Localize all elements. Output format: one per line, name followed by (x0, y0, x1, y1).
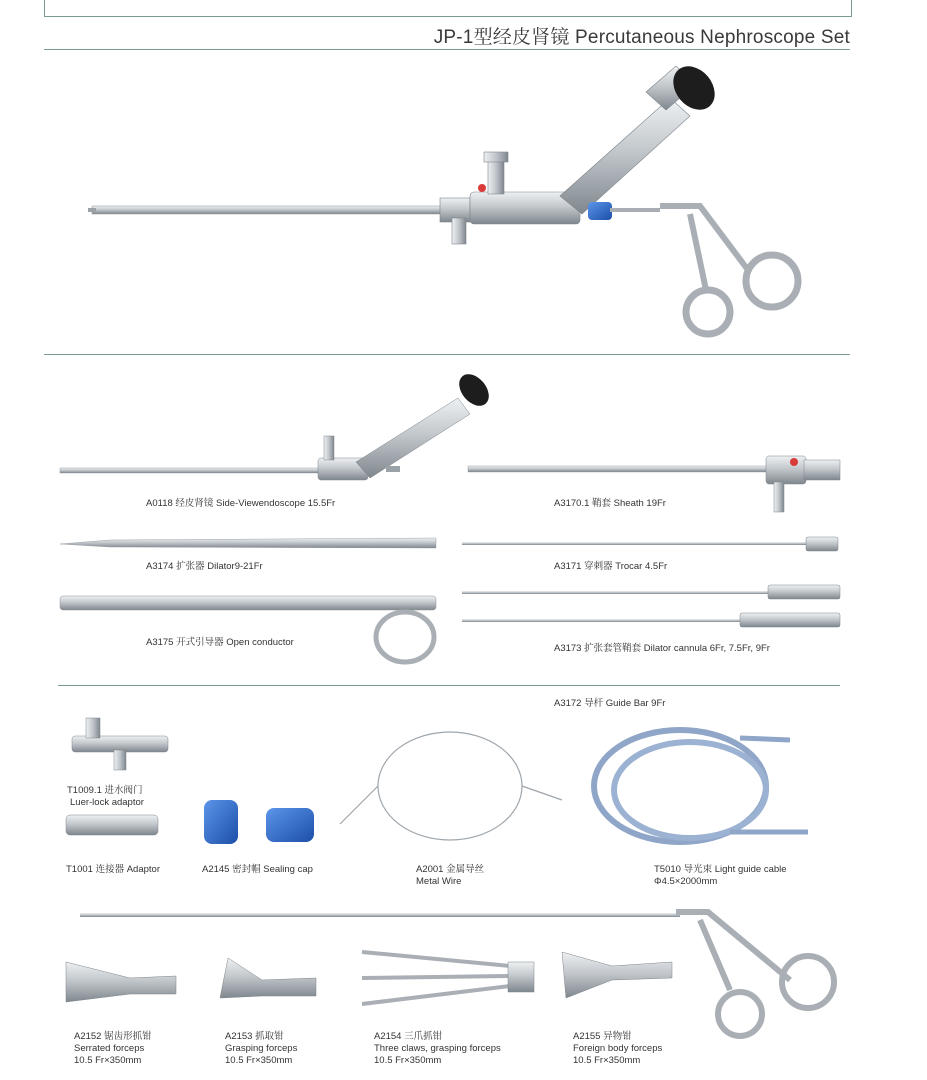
nephroscope-set-image (88, 58, 798, 334)
label-a2154-line2: Three claws, grasping forceps (374, 1043, 501, 1054)
label-a2154-line3: 10.5 Fr×350mm (374, 1055, 442, 1066)
label-a2153-line2: Grasping forceps (225, 1043, 298, 1054)
label-a3174: A3174 扩张器 Dilator9-21Fr (146, 561, 263, 572)
adaptor-image (66, 815, 158, 835)
label-t1009-line2: Luer-lock adaptor (70, 797, 144, 808)
label-a2001-line2: Metal Wire (416, 876, 462, 887)
label-a3170: A3170.1 鞘套 Sheath 19Fr (554, 498, 666, 509)
label-a2152-line1: A2152 锯齿形抓钳 (74, 1031, 152, 1042)
dilator-cannula-image (462, 585, 840, 627)
luer-lock-adaptor-image (72, 718, 168, 770)
label-a3175: A3175 开式引导器 Open conductor (146, 637, 294, 648)
label-a0118: A0118 经皮肾镜 Side-Viewendoscope 15.5Fr (146, 498, 336, 509)
label-a2153-line3: 10.5 Fr×350mm (225, 1055, 293, 1066)
label-a3173: A3173 扩张套管鞘套 Dilator cannula 6Fr, 7.5Fr, 9Fr (554, 643, 770, 654)
label-a3172: A3172 导杆 Guide Bar 9Fr (554, 698, 666, 709)
grasping-forceps-tip-image (220, 958, 316, 998)
label-t1001: T1001 连接器 Adaptor (66, 864, 160, 875)
label-a3171: A3171 穿刺器 Trocar 4.5Fr (554, 561, 668, 572)
label-a2001-line1: A2001 金属导丝 (416, 864, 485, 875)
side-viewendoscope-image (60, 368, 495, 480)
label-t1009-line1: T1009.1 进水阀门 (67, 785, 143, 796)
page-title: JP-1型经皮肾镜 Percutaneous Nephroscope Set (433, 27, 850, 48)
label-a2155-line2: Foreign body forceps (573, 1043, 663, 1054)
label-a2155-line1: A2155 异物钳 (573, 1031, 632, 1042)
label-a2154-line1: A2154 三爪抓钳 (374, 1031, 443, 1042)
label-a2145: A2145 密封帽 Sealing cap (202, 864, 313, 875)
trocar-image (462, 537, 838, 551)
light-guide-cable-image (594, 730, 808, 842)
serrated-forceps-tip-image (66, 962, 176, 1002)
dilator-image (60, 538, 436, 548)
three-claws-forceps-tip-image (362, 952, 534, 1004)
open-conductor-image (60, 596, 436, 662)
label-a2153-line1: A2153 抓取钳 (225, 1031, 284, 1042)
label-t5010-line1: T5010 导光束 Light guide cable (654, 864, 787, 875)
label-a2155-line3: 10.5 Fr×350mm (573, 1055, 641, 1066)
label-a2152-line2: Serrated forceps (74, 1043, 145, 1054)
forceps-handle-image (80, 912, 834, 1036)
label-t5010-line2: Φ4.5×2000mm (654, 876, 718, 887)
label-a2152-line3: 10.5 Fr×350mm (74, 1055, 142, 1066)
foreign-body-forceps-tip-image (562, 952, 672, 998)
sealing-cap-image (204, 800, 314, 844)
metal-wire-image (340, 732, 562, 840)
